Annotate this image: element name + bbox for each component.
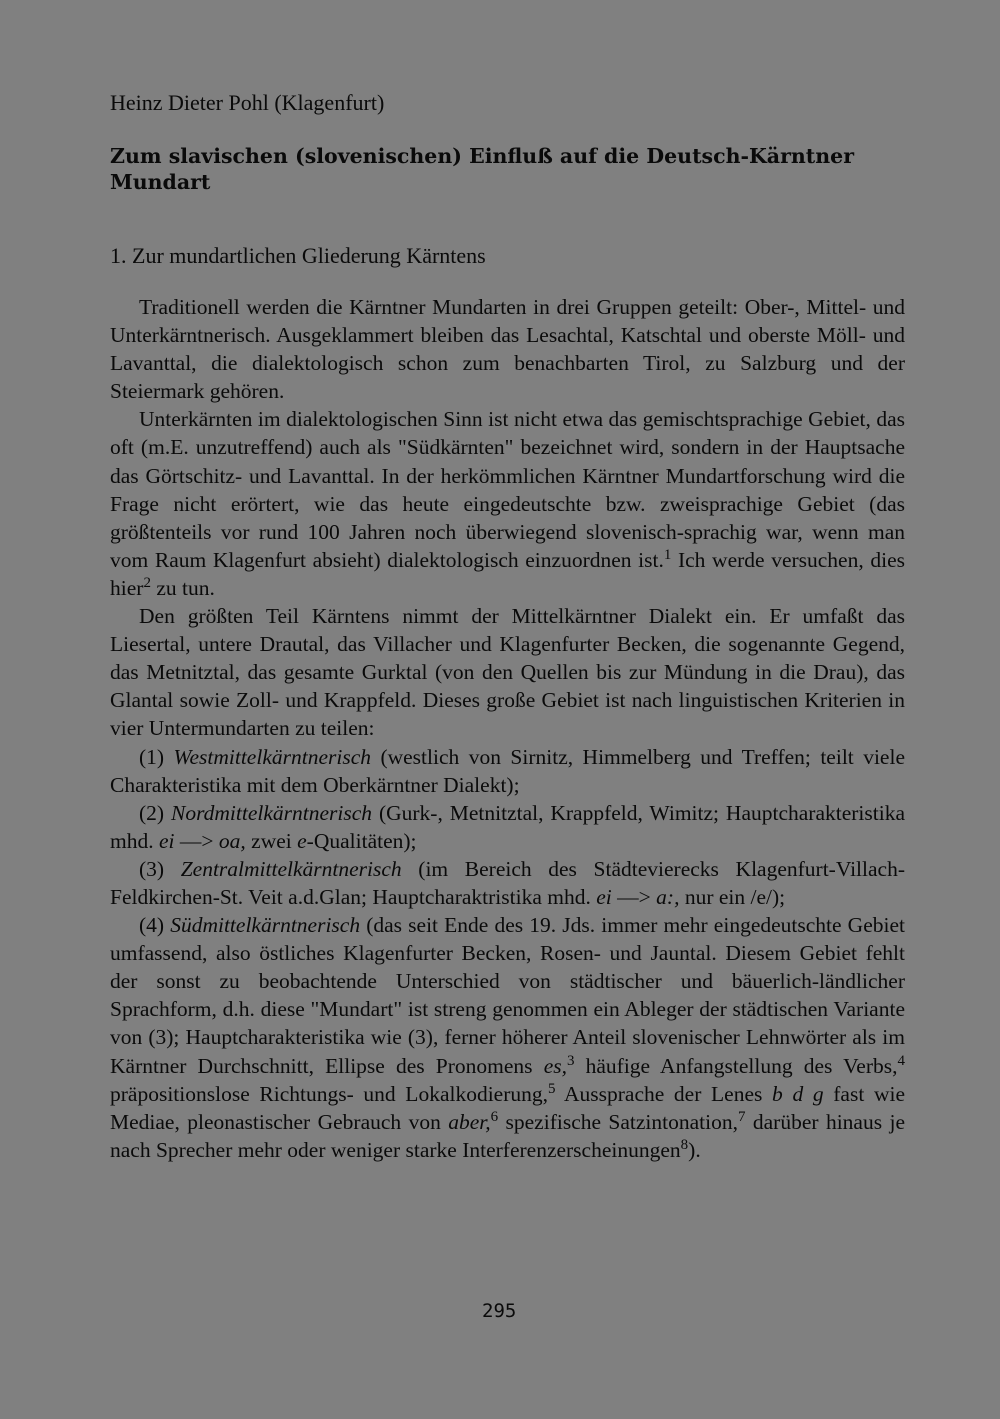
list-text: -Qualitäten); — [306, 828, 417, 853]
paragraph — [110, 602, 905, 742]
footnote-marker: 6 — [490, 1108, 499, 1125]
dialect-term: Westmittelkärntnerisch — [173, 744, 371, 769]
list-text: (das seit Ende des 19. Jds. immer mehr eingedeutschte Gebiet umfassend, also östliches Klagenfurter Becken, Rosen- und Jauntal. Diesem Gebiet fehlt der sonst zu beobachtende Unterschied von städtischer und bäuerlich-ländlicher Sprachform, d.h. diese "Mundart" ist streng genommen ein Ableger der städtischen Variante von (3); Hauptcharakteristika wie (3), ferner höherer Anteil slovenischer Lehnwörter als im Kärntner Durchschnitt, Ellipse des Pronomens — [110, 913, 905, 1078]
footnote-marker: 5 — [548, 1080, 556, 1097]
footnote-marker: 3 — [566, 1052, 575, 1069]
paragraph-text: zu tun. — [150, 575, 215, 600]
phonetic-form: b d g — [772, 1081, 824, 1106]
section-heading: 1. Zur mundartlichen Gliederung Kärntens — [110, 243, 486, 268]
phonetic-form: a:, — [656, 884, 680, 909]
list-text: (Gurk-, Metnitztal, Krappfeld, Wimitz; Hauptcharakteristika mhd. — [110, 800, 906, 853]
paragraph-text: Unterkärnten im dialektologischen Sinn ist nicht etwa das gemischtsprachige Gebiet, das oft (m.E. unzutreffend) auch als "Südkärnten" bezeichnet wird, sondern in der Hauptsache das Görtschitz- und Lavanttal. In der herkömmlichen Kärntner Mundartforschung wird die Frage nicht erörtert, wie das heute eingedeutschte bzw. zweisprachige Gebiet (das größtenteils vor rund 100 Jahren noch überwiegend slovenisch-sprachig war, wenn man vom Raum Klagenfurt absieht) dialektologisch einzuordnen ist. — [110, 407, 905, 572]
phonetic-form: ei — [158, 828, 175, 853]
list-item — [110, 799, 905, 855]
paragraph — [110, 293, 905, 405]
footnote-marker: 1 — [663, 546, 672, 563]
arrow: —> — [611, 884, 657, 909]
paragraph-text: Traditionell werden die Kärntner Mundarten in drei Gruppen geteilt: Ober-, Mittel- und Unterkärntnerisch. Ausgeklammert bleiben das Lesachtal, Katschtal und oberste Möll- und Lavanttal, die dialektologisch schon zum benachbarten Tirol, zu Salzburg und der Steiermark gehören. — [110, 295, 905, 404]
dialect-term: Nordmittelkärntnerisch — [170, 800, 373, 825]
list-number: (1) — [139, 744, 174, 769]
footnote-marker: 7 — [738, 1108, 746, 1125]
list-text: darüber hinaus je nach Sprecher mehr oder weniger starke Interferenzerscheinungen — [110, 1109, 905, 1162]
list-number: (4) — [139, 913, 171, 938]
list-text: häufige Anfangstellung des Verbs, — [574, 1053, 898, 1078]
dialect-term: Zentralmittelkärntnerisch — [180, 856, 402, 881]
list-text: (westlich von Sirnitz, Himmelberg und Treffen; teilt viele Charakteristika mit dem Oberkärntner Dialekt); — [110, 744, 905, 797]
paragraph-text: Ich werde versuchen, dies hier — [110, 547, 905, 600]
phonetic-form: aber, — [448, 1109, 491, 1134]
footnote-marker: 4 — [897, 1052, 906, 1069]
phonetic-form: oa, — [218, 828, 246, 853]
list-text: (im Bereich des Städtevierecks Klagenfurt-Villach-Feldkirchen-St. Veit a.d.Glan; Hauptcharaktristika mhd. — [110, 856, 905, 909]
list-number: (2) — [139, 800, 171, 825]
list-text: präpositionslose Richtungs- und Lokalkodierung, — [110, 1081, 549, 1106]
list-text: fast wie Mediae, pleonastischer Gebrauch von — [110, 1081, 906, 1134]
page-number: 295 — [482, 1300, 517, 1322]
body-text — [110, 293, 905, 1164]
list-item — [110, 911, 905, 1164]
author-line: Heinz Dieter Pohl (Klagenfurt) — [110, 90, 385, 115]
arrow: —> — [174, 828, 219, 853]
list-text: spezifische Satzintonation, — [498, 1109, 738, 1134]
list-text: zwei — [245, 828, 298, 853]
phonetic-form: es, — [543, 1053, 567, 1078]
list-item — [110, 855, 905, 911]
list-item — [110, 743, 905, 799]
list-text: nur ein /e/); — [679, 884, 786, 909]
dialect-term: Südmittelkärntnerisch — [170, 913, 361, 938]
article-title: Zum slavischen (slovenischen) Einfluß auf die Deutsch-Kärntner Mundart — [110, 144, 855, 194]
footnote-marker: 8 — [680, 1136, 689, 1153]
phonetic-form: ei — [596, 884, 612, 909]
list-text: Aussprache der Lenes — [555, 1081, 773, 1106]
list-number: (3) — [139, 856, 181, 881]
phonetic-form: e — [297, 828, 307, 853]
footnote-marker: 2 — [143, 574, 151, 591]
list-text: ). — [688, 1137, 701, 1162]
paragraph — [110, 405, 905, 602]
paragraph-text: Den größten Teil Kärntens nimmt der Mittelkärntner Dialekt ein. Er umfaßt das Liesertal, untere Drautal, das Villacher und Klagenfurter Becken, die sogenannte Gegend, das Metnitztal, das gesamte Gurktal (von den Quellen bis zur Mündung in die Drau), das Glantal sowie Zoll- und Krappfeld. Dieses große Gebiet ist nach linguistischen Kriterien in vier Untermundarten zu teilen: — [110, 604, 905, 741]
